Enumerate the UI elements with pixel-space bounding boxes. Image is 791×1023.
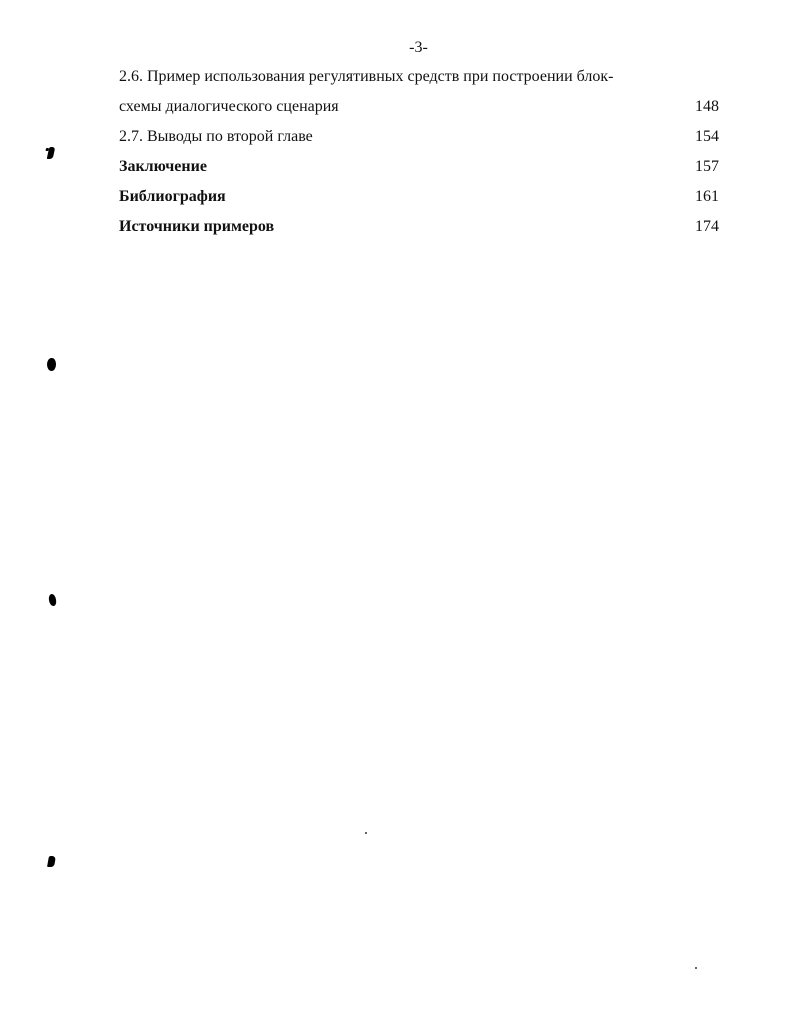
scan-punch-mark bbox=[47, 358, 56, 371]
toc-entry bbox=[119, 62, 719, 92]
toc-entry-title: схемы диалогического сценария bbox=[119, 98, 339, 115]
toc-entry-page: 157 bbox=[695, 158, 719, 175]
toc-entry bbox=[119, 152, 719, 182]
toc-entry-title: 2.6. Пример использования регулятивных средств при построении блок- bbox=[119, 68, 614, 85]
scan-punch-mark bbox=[47, 856, 56, 867]
toc-entry-page: 174 bbox=[695, 218, 719, 235]
toc-entry-title: Источники примеров bbox=[119, 218, 275, 235]
toc-entry-title: Заключение bbox=[119, 158, 207, 175]
toc-entry-title: Библиография bbox=[119, 188, 226, 205]
toc-entry bbox=[119, 122, 719, 152]
toc-entry-page: 154 bbox=[695, 128, 719, 145]
scan-speck bbox=[695, 967, 697, 969]
scan-punch-mark bbox=[47, 147, 56, 159]
page-number: -3- bbox=[409, 39, 428, 56]
toc-entry-title: 2.7. Выводы по второй главе bbox=[119, 128, 313, 145]
toc-entry-page: 148 bbox=[695, 98, 719, 115]
toc-entry bbox=[119, 92, 719, 122]
toc-entry bbox=[119, 212, 719, 242]
scan-punch-mark bbox=[48, 594, 57, 607]
toc-entry-page: 161 bbox=[695, 188, 719, 205]
scan-speck bbox=[365, 832, 367, 834]
table-of-contents bbox=[119, 62, 719, 242]
toc-entry bbox=[119, 182, 719, 212]
